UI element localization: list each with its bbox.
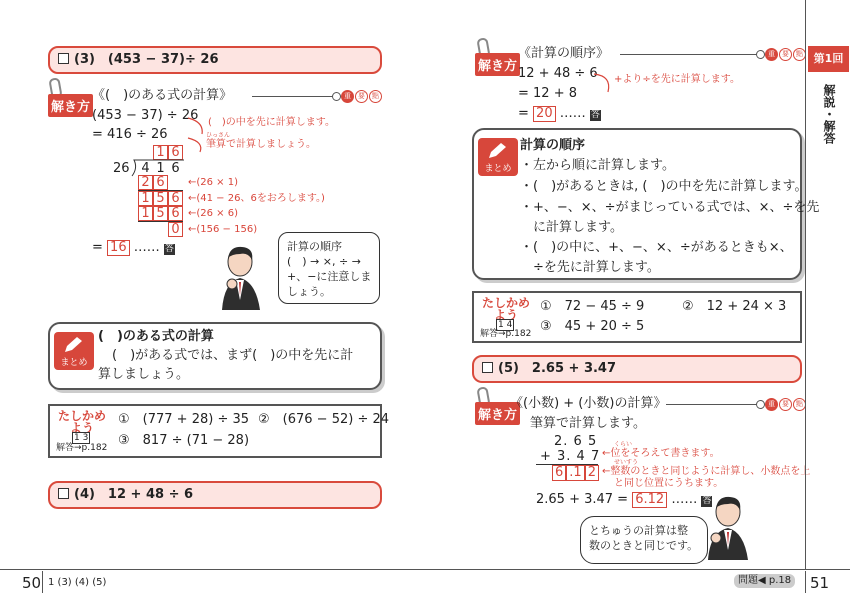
- check-exercise-box: [472, 291, 802, 343]
- step-line-1: (453 − 37) ÷ 26: [92, 108, 199, 123]
- digit: 2: [138, 175, 153, 190]
- checkbox-icon[interactable]: [58, 53, 69, 64]
- summary-item-4: ・( )の中に、+、−、×、÷があるときも×、: [520, 240, 793, 255]
- note-order: +より÷を先に計算します。: [614, 74, 740, 85]
- digit: 2: [585, 465, 599, 481]
- problem-3-title: (3) (453 − 37)÷ 26: [74, 52, 219, 67]
- section-rule-end: [756, 50, 765, 59]
- check-number: 1 3: [74, 433, 89, 443]
- speech-bubble: [278, 232, 380, 304]
- summary-item-3b: に計算します。: [520, 220, 623, 235]
- teacher-figure: [218, 244, 268, 310]
- hissan-instruction: 筆算で計算します。: [530, 416, 646, 431]
- chip: 點: [369, 90, 382, 103]
- side-label: 解説・解答: [822, 84, 836, 144]
- division-row-2: [138, 191, 183, 206]
- left-page-number: 50: [22, 574, 42, 592]
- summary-body-2: 算しましょう。: [98, 367, 190, 382]
- summary-title: ( )のある式の計算: [98, 329, 214, 344]
- problem-5-title: (5) 2.65 + 3.47: [498, 361, 617, 376]
- summary-item-3: ・+、−、×、÷がまじっている式では、×、÷を先: [520, 200, 820, 215]
- check-badge: たしかめよう: [481, 296, 530, 322]
- importance-chips: [341, 90, 382, 103]
- ellipsis: ……: [133, 240, 160, 255]
- check-item-2: ② 12 + 24 × 3: [682, 299, 787, 314]
- step-line-2: = 416 ÷ 26: [92, 127, 168, 142]
- method-label: 解き方: [475, 53, 520, 76]
- digit: 1: [138, 191, 153, 206]
- bubble-line: 計算の順序: [287, 240, 342, 253]
- chip: 要: [779, 398, 792, 411]
- digit: 6: [153, 175, 168, 190]
- ellipsis: ……: [671, 492, 698, 507]
- footer-rule: [0, 569, 850, 570]
- page-number-divider: [805, 571, 806, 593]
- section-title: 《( )のある式の計算》: [92, 88, 233, 103]
- summary-body-1: ( )がある式では、まず( )の中を先に計: [112, 348, 354, 363]
- digit: 6: [168, 191, 183, 206]
- addition-result: [552, 465, 599, 481]
- digit: 1: [153, 145, 168, 160]
- right-page-number: 51: [810, 574, 830, 592]
- importance-chips: [765, 48, 806, 61]
- chip: 要: [779, 48, 792, 61]
- summary-label-text: まとめ: [484, 164, 512, 174]
- check-item-3: ③ 45 + 20 ÷ 5: [540, 319, 645, 334]
- digit: 1: [156, 161, 165, 176]
- chapter-sidebar: [805, 0, 850, 569]
- digit: 5: [153, 206, 168, 221]
- digit: .1: [566, 465, 584, 481]
- division-annotation-4: ←(156 − 156): [188, 224, 258, 235]
- chapter-tab: 第1回: [808, 46, 849, 72]
- section-rule-end: [756, 400, 765, 409]
- problem-4-title: (4) 12 + 48 ÷ 6: [74, 487, 194, 502]
- method-label: 解き方: [475, 402, 520, 425]
- digit: 4: [141, 161, 150, 176]
- bubble-line: 数のときと同じです。: [589, 539, 699, 552]
- checkbox-icon[interactable]: [482, 362, 493, 373]
- ellipsis: ……: [559, 106, 586, 121]
- teacher-figure: [702, 494, 752, 560]
- answer-mark: 答: [590, 110, 600, 120]
- divisor: 26: [113, 161, 130, 176]
- pencil-icon: [63, 336, 83, 354]
- addend-2: + 3. 4 7: [540, 449, 601, 464]
- addition-note-2: ←整数のときと同じように計算し、小数点を上: [602, 466, 811, 477]
- division-annotation-1: ←(26 × 1): [188, 177, 239, 188]
- note-parentheses: ( )の中を先に計算します。: [208, 117, 336, 128]
- digit: 6: [552, 465, 566, 481]
- note-ruby: ひっさん: [206, 132, 231, 139]
- division-row-1: [138, 175, 183, 190]
- problem-3-header: [48, 46, 382, 74]
- digit: 5: [153, 191, 168, 206]
- bubble-line: とちゅうの計算は整: [589, 524, 688, 537]
- chip: 重: [765, 48, 778, 61]
- check-item-1: ① (777 + 28) ÷ 35: [118, 412, 250, 427]
- check-badge: たしかめよう: [57, 409, 106, 435]
- section-rule-end: [332, 92, 341, 101]
- importance-chips: [765, 398, 806, 411]
- bubble-line: +、−に注意しま: [287, 270, 372, 283]
- summary-item-1: ・左から順に計算します。: [520, 158, 675, 173]
- section-title: 《計算の順序》: [518, 46, 610, 61]
- summary-item-2: ・( )があるときは, ( )の中を先に計算します。: [520, 179, 808, 194]
- check-answer-ref: 解答→p.182: [56, 443, 108, 453]
- summary-title: 計算の順序: [520, 138, 586, 153]
- addend-1: 2. 6 5: [554, 434, 598, 449]
- bubble-line: しょう。: [287, 285, 331, 298]
- check-exercise-box: [48, 404, 390, 458]
- chip: 重: [341, 90, 354, 103]
- answer-mark: 答: [164, 244, 174, 254]
- step-line-1: 12 + 48 ÷ 6: [518, 66, 598, 81]
- check-number: 1 4: [498, 320, 513, 330]
- summary-box: [48, 322, 382, 390]
- division-dividend: [138, 161, 183, 176]
- digit: 0: [168, 222, 183, 237]
- chip: 重: [765, 398, 778, 411]
- chip: 點: [793, 398, 806, 411]
- section-rule: [620, 54, 758, 55]
- footer-items: 1 (3) (4) (5): [48, 577, 107, 588]
- check-answer-ref: 解答→p.182: [480, 329, 532, 339]
- digit: 6: [171, 161, 180, 176]
- final-expression: 2.65 + 3.47 =: [536, 492, 629, 507]
- division-annotation-2: ←(41 − 26、6をおろします。): [188, 193, 325, 204]
- summary-label: [478, 138, 518, 176]
- bubble-line: ( ) → ×, ÷ →: [287, 255, 361, 268]
- equals-sign: =: [518, 106, 529, 121]
- summary-item-4b: ÷を先に計算します。: [520, 260, 660, 275]
- division-row-3: [138, 206, 183, 221]
- final-answer-line: [536, 492, 712, 508]
- equals-sign: =: [92, 240, 103, 255]
- pencil-icon: [487, 142, 507, 160]
- summary-box: [472, 128, 820, 280]
- answer-line: [92, 240, 175, 256]
- section-rule: [252, 96, 334, 97]
- section-title: 《(小数) + (小数)の計算》: [510, 396, 667, 411]
- note-ruby: せいすう: [614, 459, 639, 466]
- digit: 1: [138, 206, 153, 221]
- speech-bubble: [580, 516, 708, 564]
- addition-note-1: ←位をそろえて書きます。: [602, 448, 720, 459]
- check-item-1: ① 72 − 45 ÷ 9: [540, 299, 645, 314]
- digit: 6: [168, 145, 183, 160]
- step-line-2: = 12 + 8: [518, 86, 577, 101]
- division-annotation-3: ←(26 × 6): [188, 208, 239, 219]
- footer-problem-ref: 問題◀ p.18: [734, 574, 795, 588]
- check-item-2: ② (676 − 52) ÷ 24: [258, 412, 390, 427]
- addition-note-3: と同じ位置にうちます。: [614, 478, 724, 489]
- note-ruby: くらい: [614, 441, 633, 448]
- chip: 要: [355, 90, 368, 103]
- method-label: 解き方: [48, 94, 93, 117]
- answer-mark: 答: [702, 496, 712, 506]
- answer-value: 16: [107, 240, 130, 256]
- note-hissan: 筆算で計算しましょう。: [206, 139, 316, 150]
- section-rule: [666, 404, 758, 405]
- page-number-divider: [42, 571, 43, 593]
- chip: 點: [793, 48, 806, 61]
- answer-value: 20: [533, 106, 556, 122]
- answer-value: 6.12: [632, 492, 667, 508]
- checkbox-icon[interactable]: [58, 488, 69, 499]
- check-item-3: ③ 817 ÷ (71 − 28): [118, 433, 250, 448]
- answer-line: [518, 106, 601, 122]
- division-row-4: [138, 222, 183, 237]
- problem-5-header: [472, 355, 802, 383]
- problem-4-header: [48, 481, 382, 509]
- summary-label-text: まとめ: [60, 358, 88, 368]
- digit: 6: [168, 206, 183, 221]
- summary-label: [54, 332, 94, 370]
